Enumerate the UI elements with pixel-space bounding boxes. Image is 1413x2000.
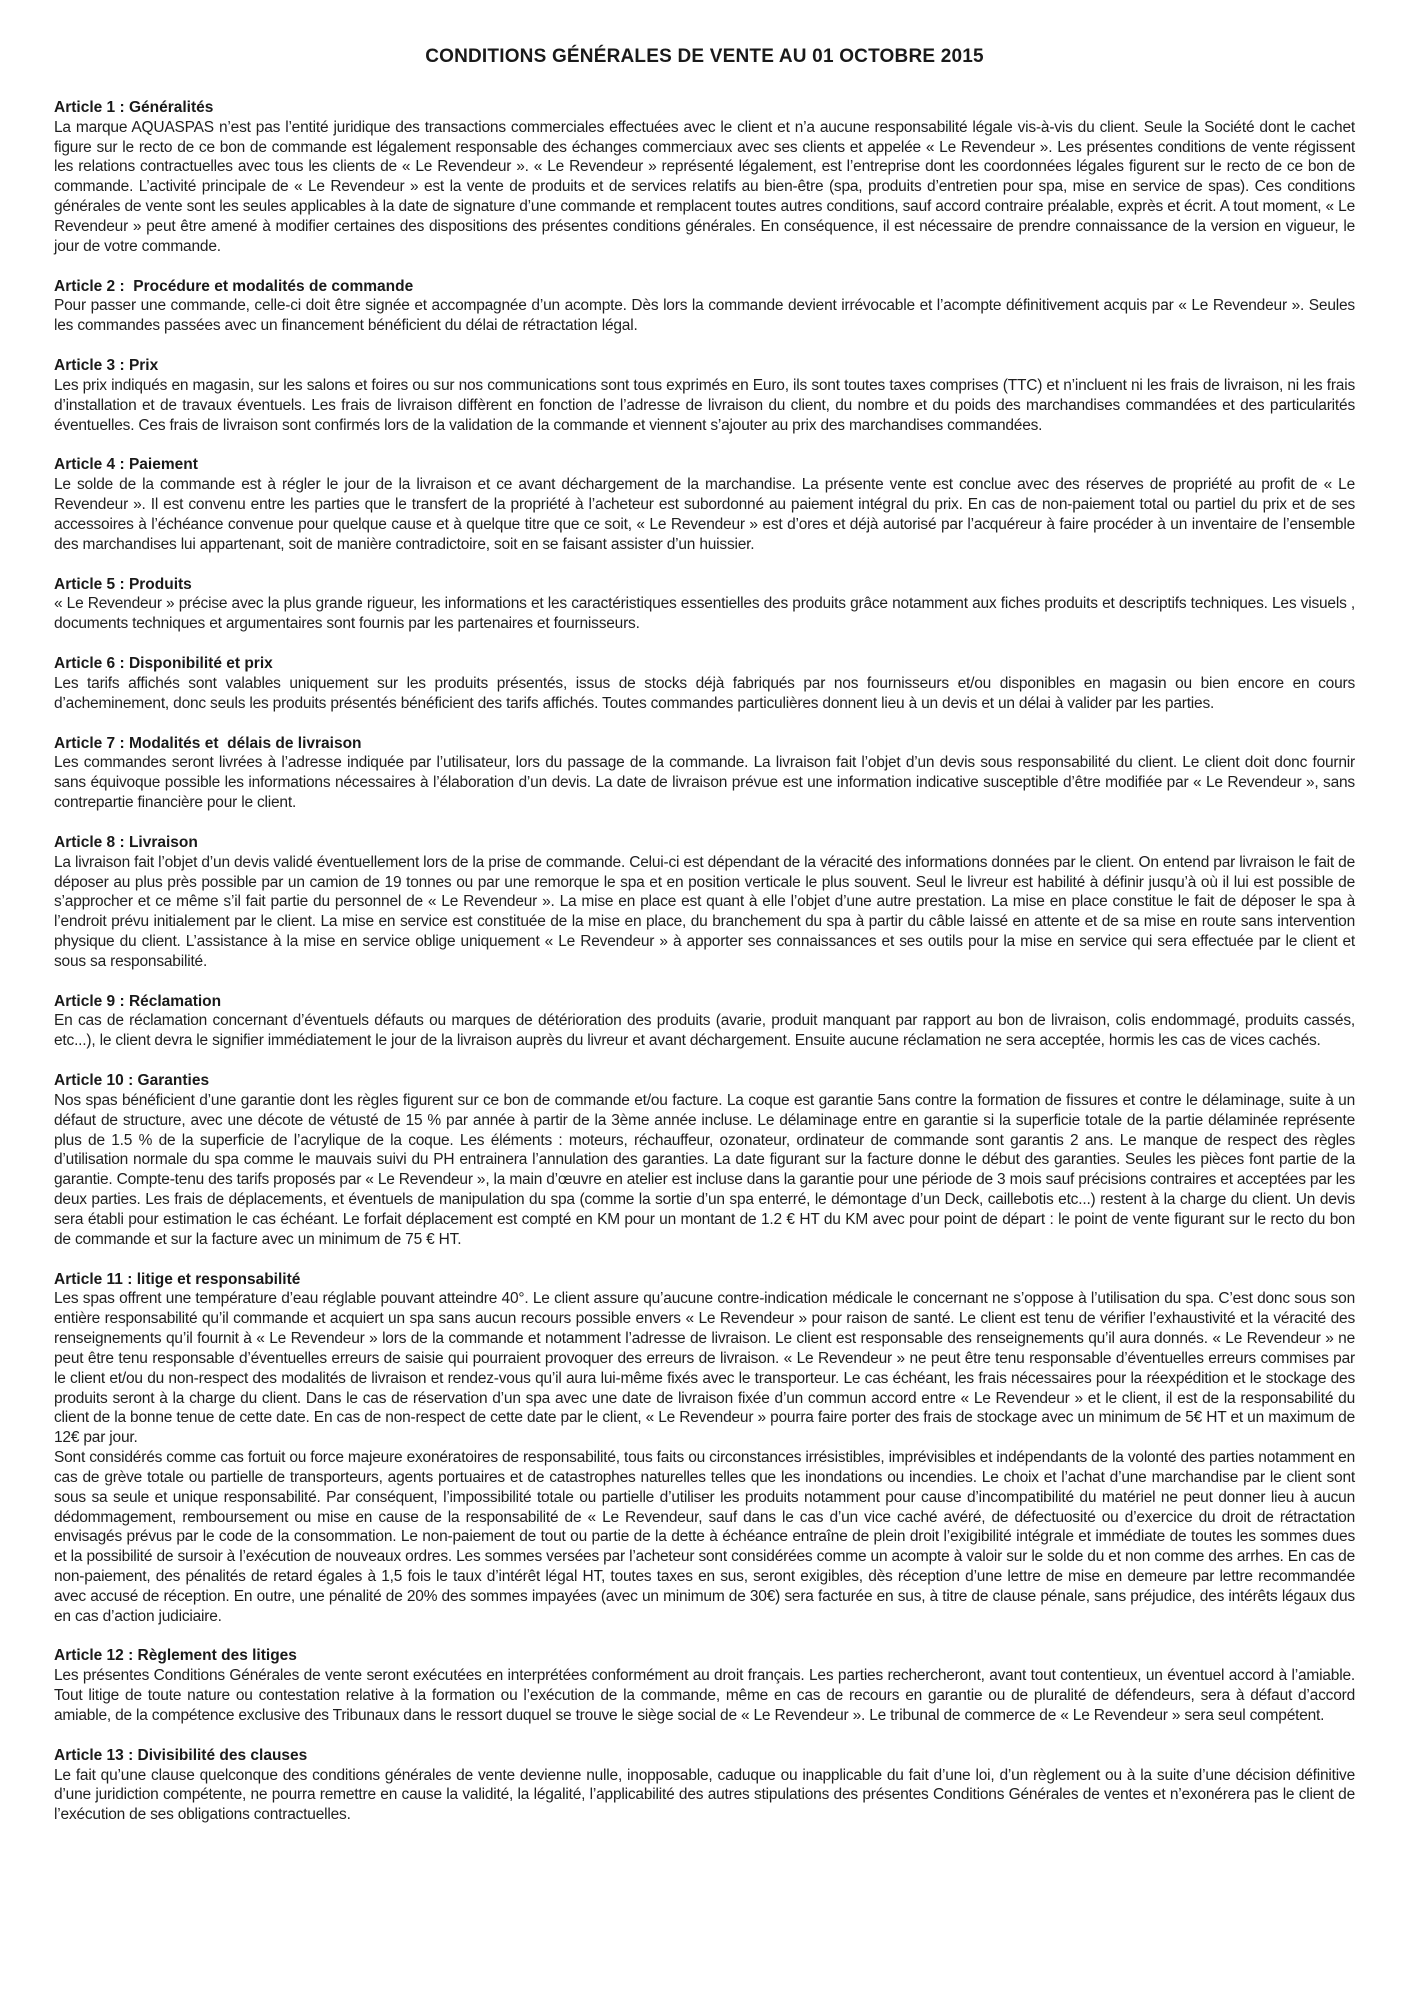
article-heading: Article 10 : Garanties xyxy=(54,1072,210,1090)
article-8 xyxy=(54,833,1355,972)
article-paragraph: Les présentes Conditions Générales de vente seront exécutées en interprétées conformément au droit français. Les parties rechercheront, avant tout contentieux, un éventuel accord à l’amiable. Tout litige de toute nature ou contestation relative à la formation ou l’exécution de la commande, même en cas de recours en garantie ou de pluralité de défendeurs, sera à défaut d’accord amiable, de la compétence exclusive des Tribunaux dans le ressort duquel se trouve le siège social de « Le Revendeur ». Le tribunal de commerce de « Le Revendeur » sera seul compétent. xyxy=(54,1667,1355,1724)
article-paragraph: En cas de réclamation concernant d’éventuels défauts ou marques de détérioration des produits (avarie, produit manquant par rapport au bon de livraison, colis endommagé, produits cassés, etc...), le client devra le signifier immédiatement le jour de la livraison auprès du livreur et avant déchargement. Ensuite aucune réclamation ne sera acceptée, hormis les cas de vices cachés. xyxy=(54,1012,1355,1050)
article-paragraph: La marque AQUASPAS n’est pas l’entité juridique des transactions commerciales effectuées avec le client et n’a aucune responsabilité légale vis-à-vis du client. Seule la Société dont le cachet figure sur le recto de ce bon de commande est légalement responsable des échanges commerciaux avec ses clients et appelée « Le Revendeur ». Les présentes conditions de vente régissent les relations contractuelles avec tous les clients de « Le Revendeur ». « Le Revendeur » représenté légalement, est l’entreprise dont les coordonnées légales figurent sur le recto de ce bon de commande. L’activité principale de « Le Revendeur » est la vente de produits et de services relatifs au bien-être (spa, produits d’entretien pour spa, mise en service de spas). Ces conditions générales de vente sont les seules applicables à la date de signature d’une commande et remplacent toutes autres conditions, sauf accord contraire préalable, exprès et écrit. A tout moment, « Le Revendeur » peut être amené à modifier certaines des dispositions des présentes conditions générales. En conséquence, il est nécessaire de prendre connaissance de la version en vigueur, le jour de votre commande. xyxy=(54,118,1355,255)
article-4 xyxy=(54,455,1355,554)
article-heading: Article 6 : Disponibilité et prix xyxy=(54,655,273,673)
articles xyxy=(54,98,1355,1825)
article-5 xyxy=(54,575,1355,634)
article-heading: Article 9 : Réclamation xyxy=(54,992,222,1010)
article-6 xyxy=(54,654,1355,713)
article-paragraph: La livraison fait l’objet d’un devis validé éventuellement lors de la prise de commande. Celui-ci est dépendant de la véracité des informations données par le client. On entend par livraison le fait de déposer au plus près possible par un camion de 19 tonnes ou par une remorque le spa et en position verticale le plus souvent. Seul le livreur est habilité à définir jusqu’à où il lui est possible de s’approcher et ce même s’il fait partie du personnel de « Le Revendeur ». La mise en place est quant à elle l’objet d’une autre prestation. La mise en place constitue le fait de déposer le spa à l’endroit prévu initialement par le client. La mise en service est constituée de la mise en place, du branchement du spa à partir du câble laissé en attente et de sa mise en route sans intervention physique du client. L’assistance à la mise en service oblige uniquement « Le Revendeur » à apporter ses connaissances et ses outils pour la mise en service qui sera effectuée par le client et sous sa responsabilité. xyxy=(54,853,1355,970)
article-paragraph: Le solde de la commande est à régler le jour de la livraison et ce avant déchargement de la marchandise. La présente vente est conclue avec des réserves de propriété au profit de « Le Revendeur ». Il est convenu entre les parties que le transfert de la propriété à l’acheteur est subordonné au paiement intégral du prix. En cas de non-paiement total ou partiel du prix et de ses accessoires à l’échéance convenue pour quelque cause et à quelque titre que ce soit, « Le Revendeur » est d’ores et déjà autorisé par l’acquéreur à faire procéder à un inventaire de l’ensemble des marchandises lui appartenant, soit de manière contradictoire, soit en se faisant assister d’un huissier. xyxy=(54,476,1355,553)
article-paragraph: Les spas offrent une température d’eau réglable pouvant atteindre 40°. Le client assure qu’aucune contre-indication médicale le concernant ne s’oppose à l’utilisation du spa. C’est donc sous son entière responsabilité qu’il commande et acquiert un spa sans aucun recours possible envers « Le Revendeur » pour raison de santé. Le client est tenu de vérifier l’exhaustivité et la véracité des renseignements qu’il fournit à « Le Revendeur » lors de la commande et notamment l’adresse de livraison. Le client est responsable des renseignements qu’il aura donnés. « Le Revendeur » ne peut être tenu responsable d’éventuelles erreurs de saisie qui pourraient provoquer des erreurs de livraison. « Le Revendeur » ne peut être tenu responsable d’éventuelles erreurs commises par le client et/ou du non-respect des modalités de livraison et rendez-vous qu’il aura lui-même fixés avec le transporteur. Le cas échéant, les frais nécessaires pour la réexpédition et le stockage des produits seront à la charge du client. Dans le cas de réservation d’un spa avec une date de livraison fixée d’un commun accord entre « Le Revendeur » et le client, il est de la responsabilité du client de la bonne tenue de cette date. En cas de non-respect de cette date par le client, « Le Revendeur » pourra faire porter des frais de stockage avec un minimum de 5€ HT et un maximum de 12€ par jour. xyxy=(54,1290,1355,1447)
article-2 xyxy=(54,277,1355,336)
article-paragraph: « Le Revendeur » précise avec la plus grande rigueur, les informations et les caractéristiques essentielles des produits grâce notamment aux fiches produits et descriptifs techniques. Les visuels , documents techniques et argumentaires sont fournis par les partenaires et fournisseurs. xyxy=(54,595,1355,633)
article-heading: Article 2 : Procédure et modalités de commande xyxy=(54,277,414,295)
article-7 xyxy=(54,734,1355,813)
article-paragraph: Les commandes seront livrées à l’adresse indiquée par l’utilisateur, lors du passage de la commande. La livraison fait l’objet d’un devis sous responsabilité du client. Le client doit donc fournir sans équivoque possible les informations nécessaires à l’élaboration d’un devis. La date de livraison prévue est une information indicative susceptible d’être modifiée par « Le Revendeur », sans contrepartie financière pour le client. xyxy=(54,754,1355,812)
article-heading: Article 1 : Généralités xyxy=(54,99,214,116)
article-paragraph: Les prix indiqués en magasin, sur les salons et foires ou sur nos communications sont tous exprimés en Euro, ils sont toutes taxes comprises (TTC) et n’incluent ni les frais de livraison, ni les frais d’installation et de travaux éventuels. Les frais de livraison diffèrent en fonction de l’adresse de livraison du client, du nombre et du poids des marchandises commandées et des particularités éventuelles. Ces frais de livraison sont confirmés lors de la validation de la commande et viennent s’ajouter au prix des marchandises commandées. xyxy=(54,376,1355,434)
article-paragraph: Nos spas bénéficient d’une garantie dont les règles figurent sur ce bon de commande et/ou facture. La coque est garantie 5ans contre la formation de fissures et contre le délaminage, suite à un défaut de structure, avec une décote de vétusté de 15 % par année à partir de la 3ème année incluse. Le délaminage entre en garantie si la superficie totale de la partie délaminée représente plus de 1.5 % de la superficie de l’acrylique de la coque. Les éléments : moteurs, réchauffeur, ozonateur, ordinateur de commande sont garantis 2 ans. Le manque de respect des règles d’utilisation normale du spa comme le mauvais suivi du PH entrainera l’annulation des garanties. La date figurant sur la facture donne le début des garanties. Seules les pièces font partie de la garantie. Compte-tenu des tarifs proposés par « Le Revendeur », la main d’œuvre en atelier est incluse dans la garantie pour une période de 3 mois sauf précisions contraires et acceptées par les deux parties. Les frais de déplacements, et éventuels de manipulation du spa (comme la sortie d’un spa enterré, le démontage d’un Deck, caillebotis etc...) restent à la charge du client. Un devis sera établi pour estimation le cas échéant. Le forfait déplacement est compté en KM pour un montant de 1.2 € HT du KM avec pour point de départ : le point de vente figurant sur le recto du bon de commande et sur la facture avec un minimum de 75 € HT. xyxy=(54,1091,1355,1248)
article-13 xyxy=(54,1746,1355,1825)
article-12 xyxy=(54,1646,1355,1725)
article-1 xyxy=(54,98,1355,257)
article-paragraph: Les tarifs affichés sont valables uniquement sur les produits présentés, issus de stocks déjà fabriqués par nos fournisseurs et/ou disponibles en magasin ou bien encore en cours d’acheminement, donc seuls les produits présentés bénéficient des tarifs affichés. Toutes commandes particulières donnent lieu à un devis et un délai à valider par les parties. xyxy=(54,674,1355,712)
article-heading: Article 13 : Divisibilité des clauses xyxy=(54,1746,308,1764)
document-title: CONDITIONS GÉNÉRALES DE VENTE AU 01 OCTOBRE 2015 xyxy=(425,46,984,67)
article-9 xyxy=(54,992,1355,1051)
article-11 xyxy=(54,1270,1355,1627)
article-paragraph: Le fait qu’une clause quelconque des conditions générales de vente devienne nulle, inopposable, caduque ou inapplicable du fait d’une loi, d’un règlement ou à la suite d’une décision définitive d’une juridiction compétente, ne pourra remettre en cause la validité, la légalité, l’applicabilité des autres stipulations des présentes Conditions Générales de ventes et n’exonérera pas le client de l’exécution de ses obligations contractuelles. xyxy=(54,1766,1355,1824)
article-paragraph: Pour passer une commande, celle-ci doit être signée et accompagnée d’un acompte. Dès lors la commande devient irrévocable et l’acompte définitivement acquis par « Le Revendeur ». Seules les commandes passées avec un financement bénéficient du délai de rétractation légal. xyxy=(54,297,1355,335)
article-heading: Article 8 : Livraison xyxy=(54,833,198,851)
article-3 xyxy=(54,356,1355,435)
article-10 xyxy=(54,1071,1355,1249)
article-heading: Article 5 : Produits xyxy=(54,575,192,593)
article-heading: Article 4 : Paiement xyxy=(54,456,198,474)
article-heading: Article 11 : litige et responsabilité xyxy=(54,1270,301,1288)
article-heading: Article 7 : Modalités et délais de livraison xyxy=(54,734,362,752)
article-paragraph: Sont considérés comme cas fortuit ou force majeure exonératoires de responsabilité, tous faits ou circonstances irrésistibles, imprévisibles et indépendants de la volonté des parties notamment en cas de grève totale ou partielle de transporteurs, agents portuaires et de catastrophes naturelles telles que les inondations ou incendies. Le choix et l’achat d’une marchandise par le client sont sous sa seule et unique responsabilité. Par conséquent, l’impossibilité totale ou partielle d’utiliser les produits notamment pour cause d’incompatibilité du matériel ne peut donner lieu à aucun dédommagement, remboursement ou mise en cause de la responsabilité de « Le Revendeur, sauf dans le cas d’un vice caché avéré, de défectuosité ou d’exercice du droit de rétractation envisagés prévus par le code de la consommation. Le non-paiement de tout ou partie de la dette à échéance entraîne de plein droit l’exigibilité intégrale et immédiate de toutes les sommes dues et la possibilité de sursoir à l’exécution de nouveaux ordres. Les sommes versées par l’acheteur sont considérées comme un acompte à valoir sur le solde du et non comme des arrhes. En cas de non-paiement, des pénalités de retard égales à 1,5 fois le taux d’intérêt légal HT, toutes taxes en sus, seront exigibles, dès réception d’une lettre de mise en demeure par lettre recommandée avec accusé de réception. En outre, une pénalité de 20% des sommes impayées (avec un minimum de 30€) sera facturée en sus, à titre de clause pénale, sans préjudice, des intérêts légaux dus en cas d’action judiciaire. xyxy=(54,1449,1355,1625)
article-heading: Article 3 : Prix xyxy=(54,357,159,375)
article-heading: Article 12 : Règlement des litiges xyxy=(54,1647,297,1665)
